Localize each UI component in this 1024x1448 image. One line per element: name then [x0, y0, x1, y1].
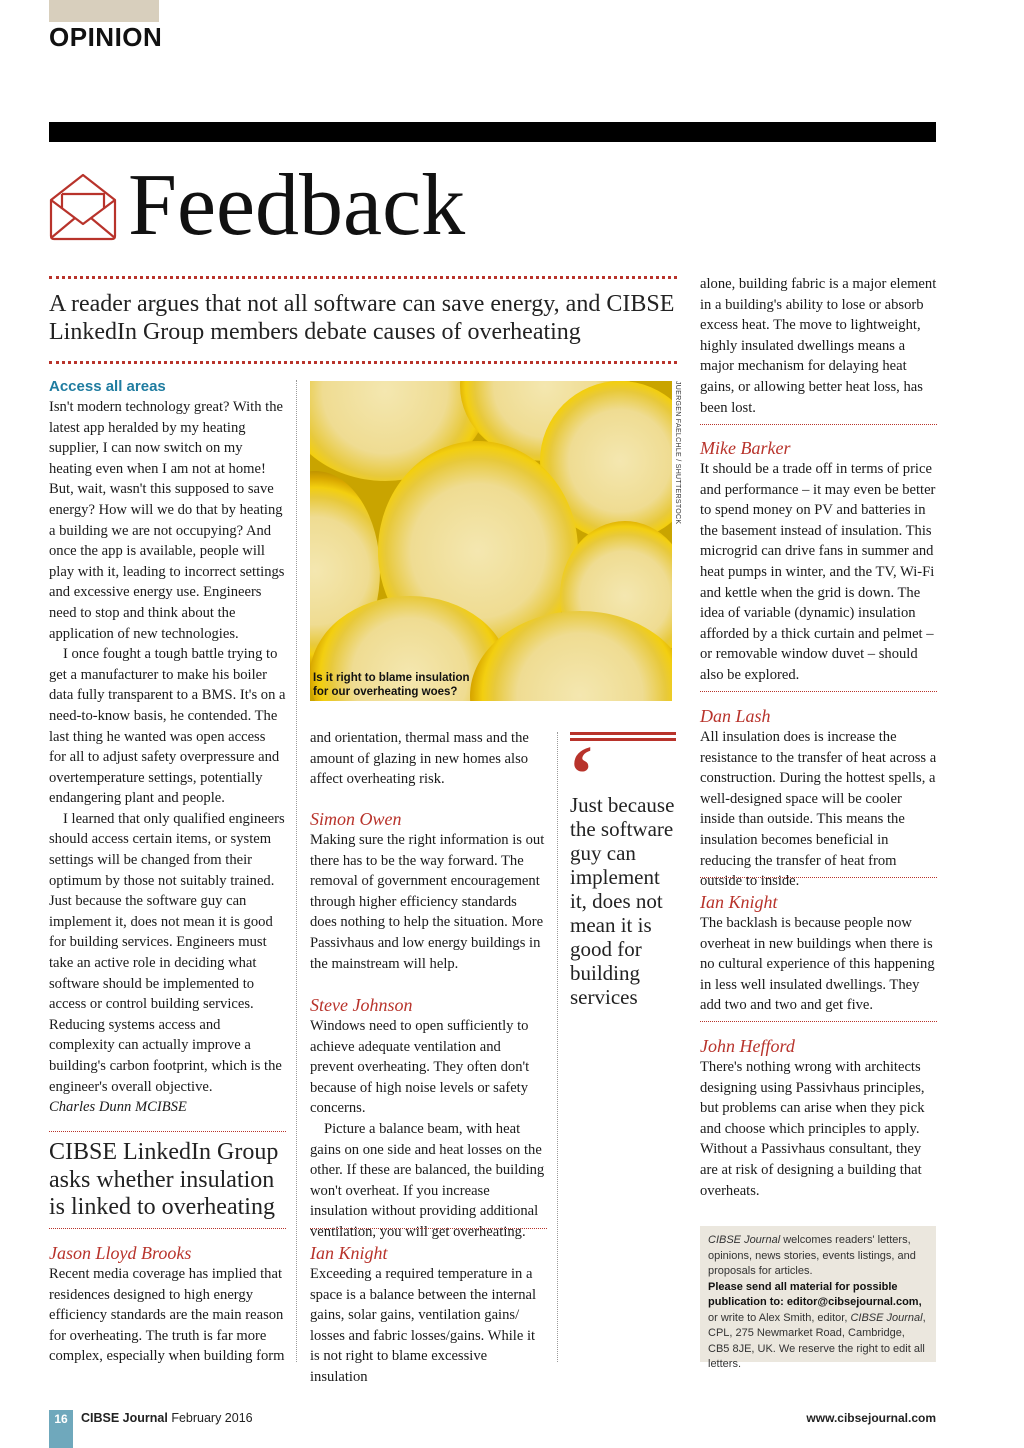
publication-name: CIBSE Journal	[81, 1411, 168, 1425]
comment-ian-knight-2	[700, 891, 937, 1016]
divider	[700, 877, 937, 878]
comment-text: The backlash is because people now overheat in new buildings when there is no cultural experience of this happening in less well insulated dwellings. They add two and two and get five.	[700, 915, 935, 1014]
header-bar	[49, 122, 936, 142]
contact-intro: welcomes readers' letters, opinions, news stories, events listings, and proposals for articles.	[708, 1234, 916, 1277]
contact-box	[700, 1226, 936, 1370]
publication-name: CIBSE Journal	[708, 1234, 781, 1246]
comment-simon-owen	[310, 808, 547, 974]
divider	[700, 1021, 937, 1022]
pull-quote: Just because the software guy can implement it, does not mean it is good for building services	[570, 793, 675, 1009]
website-link[interactable]: www.cibsejournal.com	[806, 1411, 936, 1425]
page-title: Feedback	[128, 157, 466, 254]
paragraph: I learned that only qualified engineers should access certain items, or system settings will be changed from their optimum by those not suitably trained. Just because the software guy can implement it, does not mean it is good for building services. Engineers must take an active role in deciding what software should be implemented to access or control building services. Reducing systems access and complexity can actually improve a building's carbon footprint, which is the engineer's overall objective.	[49, 810, 285, 1095]
comment-continuation	[700, 274, 937, 418]
comment-text: There's nothing wrong with architects designing using Passivhaus principles, but problems can arise when they pick and choose which principles to apply. Without a Passivhaus consultant, they are at risk of designing a building that overheats.	[700, 1059, 925, 1199]
page-number: 16	[49, 1410, 73, 1448]
quote-mark-icon: ‘	[568, 731, 595, 819]
commenter-name: Steve Johnson	[310, 995, 413, 1015]
standfirst: A reader argues that not all software can save energy, and CIBSE LinkedIn Group members debate causes of overheating	[49, 291, 675, 345]
commenter-name: Dan Lash	[700, 706, 771, 726]
publication-name: CIBSE Journal	[850, 1311, 923, 1324]
commenter-name: Ian Knight	[310, 1243, 388, 1263]
comment-john-hefford	[700, 1035, 937, 1201]
column-divider	[557, 732, 558, 1362]
divider	[49, 276, 677, 279]
paragraph: Isn't modern technology great? With the latest app heralded by my heating supplier, I can now switch on my heating even when I am not at home! But, wait, wasn't this supposed to save energy? How will we do that by heating a building we are not occupying? And once the app is available, people will play with it, leading to incorrect settings and excessive energy use. Engineers need to stop and think about the application of new technologies.	[49, 399, 285, 642]
comment-text: All insulation does is increase the resistance to the transfer of heat across a construction. During the hottest spells, a well-designed space will be cooler inside than outside. This means the insulation becomes beneficial in reducing the transfer of heat from outside to inside.	[700, 729, 937, 890]
comment-text: Recent media coverage has implied that residences designed to high energy efficiency standards are the main reason for overheating. The truth is far more complex, especially when building form	[49, 1266, 285, 1365]
comment-mike-barker	[700, 437, 937, 686]
divider	[49, 361, 677, 364]
divider	[49, 1131, 286, 1132]
comment-text: It should be a trade off in terms of price and performance – it may even be better to spend money on PV and batteries in the basement instead of insulation. This microgrid can drive fans in summer and heat pumps in winter, and the TV, Wi-Fi and kettle when the grid is down. The idea of variable (dynamic) insulation afforded by a thick curtain and pelmet – or removable window duvet – should also be explored.	[700, 461, 936, 683]
comment-text: alone, building fabric is a major element in a building's ability to lose or absorb excess heat. The move to lightweight, highly insulated dwellings means a major mechanism for delaying heat gains, or allowing better heat loss, has been lost.	[700, 276, 937, 416]
section-label: OPINION	[49, 22, 163, 52]
letter	[49, 377, 286, 1118]
comment-dan-lash	[700, 705, 937, 892]
comment-text: Making sure the right information is out there has to be the way forward. The removal of government encouragement through higher efficiency standards does nothing to help the situation. More Passivhaus and low energy buildings in the mainstream will help.	[310, 832, 545, 972]
comment-text: Picture a balance beam, with heat gains on one side and heat losses on the other. If these are balanced, the building won't overheat. If you increase insulation without providing additional ventilation, you will get overheating.	[310, 1120, 545, 1240]
linkedin-heading: CIBSE LinkedIn Group asks whether insulation is linked to overheating	[49, 1139, 279, 1220]
photo-caption: Is it right to blame insulation for our overheating woes?	[313, 672, 470, 698]
comment-continuation	[310, 728, 547, 790]
contact-address: , CPL, 275 Newmarket Road, Cambridge, CB5 8JE, UK. We reserve the right to edit all letters.	[708, 1311, 926, 1370]
contact-email[interactable]: Please send all material for possible publication to: editor@cibsejournal.com,	[708, 1280, 922, 1308]
footer-publication	[81, 1411, 253, 1425]
insulation-photo	[310, 381, 672, 701]
comment-steve-johnson	[310, 994, 547, 1243]
issue-date: February 2016	[171, 1411, 253, 1425]
commenter-name: Mike Barker	[700, 438, 791, 458]
divider	[700, 691, 937, 692]
contact-address: or write to Alex Smith, editor,	[708, 1311, 851, 1324]
paragraph: I once fought a tough battle trying to get a manufacturer to make his boiler data fully transparent to a BMS. It's on a need-to-know basis, he contended. The last thing he wanted was open access for all to adjust safety overpressure and overtemperature settings, potentially endangering plant and people.	[49, 646, 286, 807]
letter-signature: Charles Dunn MCIBSE	[49, 1099, 187, 1116]
commenter-name: Simon Owen	[310, 809, 402, 829]
section-tab	[49, 0, 159, 22]
comment-jason-lloyd-brooks	[49, 1242, 286, 1367]
envelope-icon	[48, 172, 118, 242]
comment-text: Windows need to open sufficiently to achieve adequate ventilation and prevent overheating. They often don't because of high noise levels or safety concerns.	[310, 1018, 530, 1117]
divider	[310, 1228, 547, 1229]
commenter-name: Jason Lloyd Brooks	[49, 1243, 192, 1263]
divider	[700, 424, 937, 425]
commenter-name: John Hefford	[700, 1036, 795, 1056]
photo-credit: JUERGEN FAELCHLE / SHUTTERSTOCK	[674, 381, 681, 525]
comment-ian-knight	[310, 1242, 547, 1388]
letter-heading: Access all areas	[49, 378, 166, 395]
commenter-name: Ian Knight	[700, 892, 778, 912]
column-divider	[296, 380, 297, 1362]
divider	[49, 1228, 286, 1229]
comment-text: and orientation, thermal mass and the amount of glazing in new homes also affect overheating risk.	[310, 730, 529, 788]
comment-text: Exceeding a required temperature in a space is a balance between the internal gains, solar gains, ventilation gains/ losses and fabric losses/gains. While it is not right to blame excessive insulation	[310, 1266, 537, 1385]
